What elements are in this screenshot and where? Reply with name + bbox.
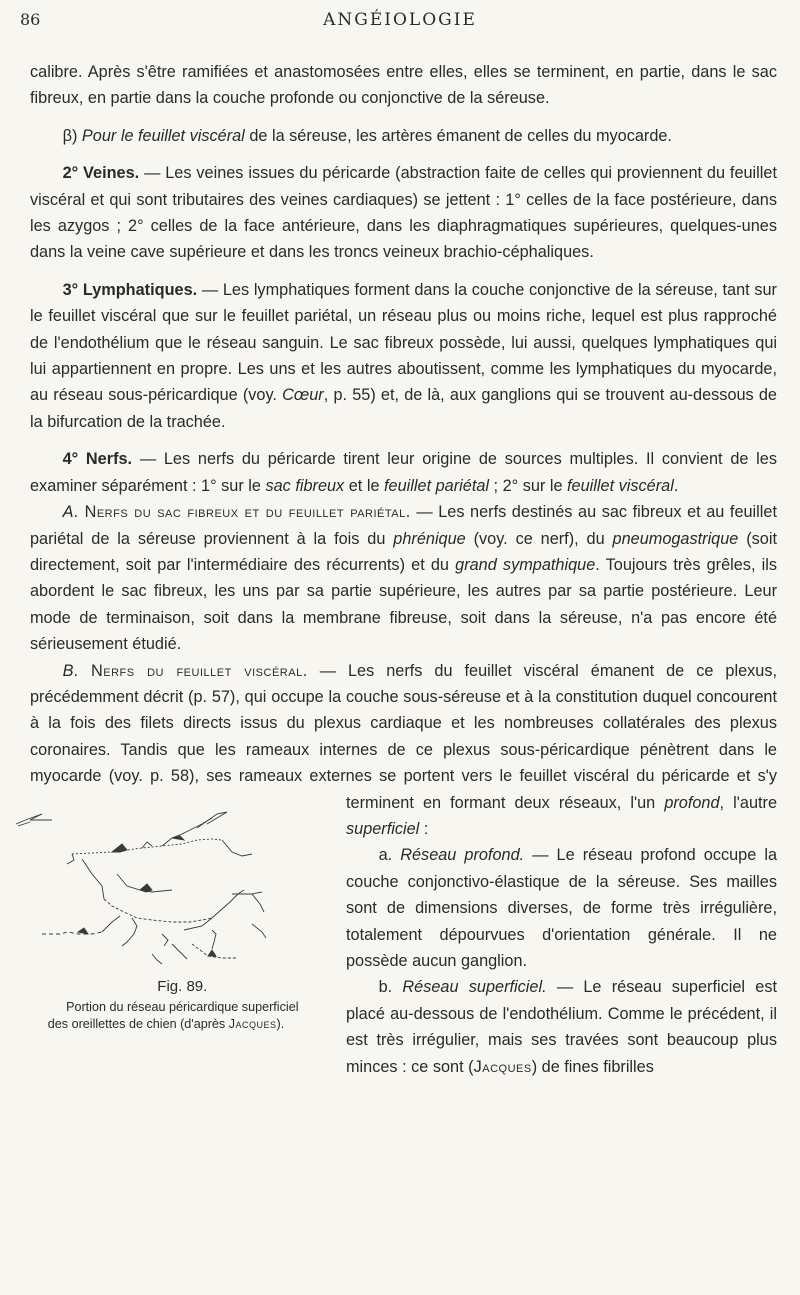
- paragraph-continuation: calibre. Après s'être ramifiées et anastomosées entre elles, elles se terminent, en partie, dans le sac fibreux, en partie dans la couche profonde ou conjonctive de la séreuse.: [30, 63, 777, 108]
- paragraph-lymphatiques: 3° Lymphatiques. — Les lymphatiques forment dans la couche conjonctive de la séreuse, tant sur le feuillet viscéral que sur le feuillet pariétal, un réseau plus ou moins riche, lequel est plus rapproché de l'endothélium que le réseau sanguin. Le sac fibreux possède, lui aussi, quelques lymphatiques qui lui appartiennent en propre. Les uns et les autres aboutissent, comme les lymphatiques du myocarde, au réseau sous-péricardique (voy. Cœur, p. 55) et, de là, aux ganglions qui se trouvent au-dessous de la bifurcation de la trachée.: [30, 280, 777, 431]
- subsection-heading: Réseau profond.: [400, 846, 525, 865]
- section-heading: 2° Veines.: [62, 164, 140, 183]
- page-number: 86: [20, 10, 41, 29]
- section-heading: 3° Lymphatiques.: [62, 280, 198, 299]
- paragraph-veines: 2° Veines. — Les veines issues du péricarde (abstraction faite de celles qui proviennent du feuillet viscéral et qui sont tributaires des veines cardiaques) se jettent : 1° celles de la face postérieure, dans les azygos ; 2° celles de la face antérieure, dans les diaphragmatiques supérieures, quelques-unes dans la veine cave supérieure et dans les troncs veineux brachio-céphaliques.: [30, 164, 777, 262]
- body-text: [30, 59, 777, 1080]
- figure-89: [0, 794, 332, 1062]
- paragraph-section-a: A. Nerfs du sac fibreux et du feuillet pariétal. — Les nerfs destinés au sac fibreux et au feuillet pariétal de la séreuse proviennent à la fois du phrénique (voy. ce nerf), du pneumogastrique (soit directement, soit par l'intermédiaire des récurrents) et du grand sympathique. Toujours très grêles, ils abordent le sac fibreux, les uns par sa partie supérieure, les autres par sa partie postérieure. Leur mode de terminaison, soit dans la membrane fibreuse, soit dans la séreuse, n'a pas encore été sérieusement étudié.: [30, 503, 777, 654]
- figure-label: Fig. 89.: [157, 977, 208, 995]
- paragraph-section-b: B. Nerfs du feuillet viscéral. — Les nerfs du feuillet viscéral émanent de ce plexus, précédemment décrit (p. 57), qui occupe la couche sous-séreuse et à la constitution duquel concourent à la fois des filets directs issus du plexus cardiaque et les nombreuses collatérales des plexus coronaires. Tandis que les rameaux internes de ce plexus sous-péricardique pénètrent dans le myocarde (voy. p. 58), ses rameaux externes se portent vers le feuillet viscéral du péricarde et s'y terminent en formant deux réseaux, l'un Fig. 89. Portion du réseau péricardique superficiel des oreillettes de chien (d'après Jacques). profond, l'autre superficiel :: [30, 658, 777, 843]
- section-heading: 4° Nerfs.: [62, 450, 133, 469]
- paragraph-beta: β) Pour le feuillet viscéral de la séreuse, les artères émanent de celles du myocarde.: [62, 126, 672, 145]
- paragraph-reseau-profond: a. Réseau profond. — Le réseau profond occupe la couche conjonctivo-élastique de la séreuse. Ses mailles sont de dimensions diverses, de forme très irrégulière, totalement dépourvues d'orientation générale. Il ne possède aucun ganglion.: [346, 846, 778, 970]
- subsection-heading: . Nerfs du feuillet viscéral.: [73, 661, 308, 680]
- figure-caption: Portion du réseau péricardique superficiel des oreillettes de chien (d'après Jacques).: [47, 999, 299, 1031]
- paragraph-reseau-superficiel: b. Réseau superficiel. — Le réseau superficiel est placé au-dessous de l'endothélium. Comme le précédent, il est très irrégulier, mais ses travées sont beaucoup plus minces : ce sont (Jacques) de fines fibrilles: [346, 978, 777, 1076]
- nerve-network-illustration: [12, 794, 322, 969]
- subsection-heading: Réseau superficiel.: [402, 978, 547, 997]
- subsection-heading: . Nerfs du sac fibreux et du feuillet pariétal.: [73, 503, 411, 522]
- paragraph-nerfs: 4° Nerfs. — Les nerfs du péricarde tirent leur origine de sources multiples. Il convient de les examiner séparément : 1° sur le sac fibreux et le feuillet pariétal ; 2° sur le feuillet viscéral.: [30, 450, 777, 495]
- running-title: ANGÉIOLOGIE: [323, 10, 477, 30]
- page-header: [0, 10, 800, 38]
